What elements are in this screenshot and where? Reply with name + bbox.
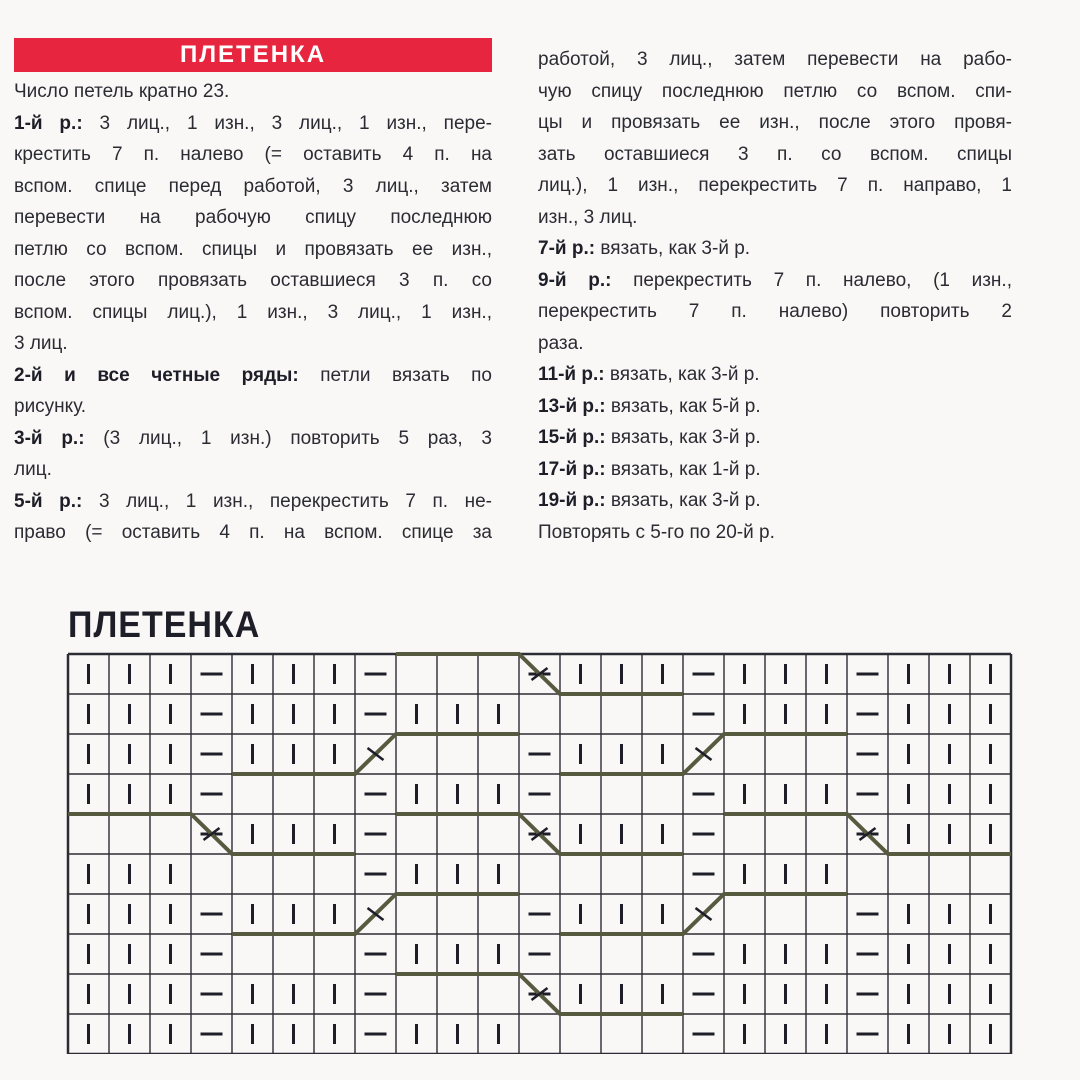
pattern-title-banner: ПЛЕТЕНКА bbox=[14, 38, 492, 72]
instruction-text: право (= оставить 4 п. на вспом. спице за bbox=[14, 522, 492, 543]
instruction-text: изн., 3 лиц. bbox=[538, 206, 638, 228]
instruction-line bbox=[14, 76, 492, 108]
instruction-text: (3 лиц., 1 изн.) повторить 5 раз, 3 bbox=[84, 427, 492, 449]
instruction-line bbox=[538, 422, 1012, 454]
instruction-text: 3 лиц. bbox=[14, 333, 68, 354]
instruction-text: Повторять с 5-го по 20-й р. bbox=[538, 521, 775, 543]
instruction-line bbox=[538, 139, 1012, 171]
instruction-line bbox=[538, 391, 1012, 423]
instruction-text: Число петель кратно 23. bbox=[14, 81, 230, 102]
instruction-line bbox=[538, 296, 1012, 328]
row-label: 7-й р.: bbox=[538, 238, 596, 259]
row-label: 2-й и все четные ряды: bbox=[14, 364, 299, 386]
instruction-text: работой, 3 лиц., затем перевести на рабо- bbox=[538, 49, 1012, 70]
instruction-line bbox=[14, 328, 492, 360]
row-label: 13-й р.: bbox=[538, 395, 606, 417]
instruction-text: перекрестить 7 п. налево) повторить 2 bbox=[538, 301, 1012, 322]
instruction-line bbox=[14, 517, 492, 549]
row-label: 3-й р.: bbox=[14, 427, 85, 449]
instruction-line bbox=[14, 171, 492, 203]
instructions-left-column bbox=[14, 38, 492, 549]
instruction-text: зать оставшиеся 3 п. со вспом. спицы bbox=[538, 143, 1012, 165]
instruction-line bbox=[538, 170, 1012, 202]
instruction-lines-right bbox=[538, 44, 1012, 548]
instruction-line bbox=[14, 454, 492, 486]
instruction-line bbox=[538, 328, 1012, 360]
instruction-lines-left bbox=[14, 76, 492, 549]
instruction-text: перекрестить 7 п. налево, (1 изн., bbox=[611, 269, 1012, 291]
instruction-line bbox=[14, 265, 492, 297]
instruction-line bbox=[538, 107, 1012, 139]
instruction-line bbox=[14, 391, 492, 423]
instruction-text: 3 лиц., 1 изн., 3 лиц., 1 изн., пере- bbox=[82, 112, 492, 134]
instruction-text: крестить 7 п. налево (= оставить 4 п. на bbox=[14, 144, 492, 165]
instruction-text: чую спицу последнюю петлю со вспом. спи- bbox=[538, 80, 1012, 102]
instruction-line bbox=[14, 108, 492, 140]
instruction-line bbox=[538, 233, 1012, 265]
instruction-text: вязать, как 3-й р. bbox=[595, 238, 751, 259]
row-label: 11-й р.: bbox=[538, 364, 605, 385]
instruction-line bbox=[538, 454, 1012, 486]
instruction-line bbox=[538, 359, 1012, 391]
instruction-text: после этого провязать оставшиеся 3 п. со bbox=[14, 270, 492, 291]
instruction-text: рисунку. bbox=[14, 396, 87, 417]
row-label: 17-й р.: bbox=[538, 458, 606, 480]
instruction-text: вязать, как 3-й р. bbox=[605, 427, 761, 448]
instruction-line bbox=[538, 44, 1012, 76]
instruction-line bbox=[14, 486, 492, 518]
instruction-line bbox=[14, 202, 492, 234]
knitting-chart bbox=[60, 648, 1018, 1054]
row-label: 9-й р.: bbox=[538, 269, 612, 291]
instruction-line bbox=[538, 76, 1012, 108]
instruction-line bbox=[14, 423, 492, 455]
instruction-line bbox=[14, 360, 492, 392]
instruction-text: вязать, как 3-й р. bbox=[604, 364, 760, 385]
instruction-line bbox=[538, 265, 1012, 297]
row-label: 1-й р.: bbox=[14, 112, 83, 134]
instruction-text: вспом. спице перед работой, 3 лиц., затем bbox=[14, 175, 492, 197]
instruction-text: лиц.), 1 изн., перекрестить 7 п. направо, 1 bbox=[538, 175, 1012, 196]
instruction-text: 3 лиц., 1 изн., перекрестить 7 п. не- bbox=[82, 490, 492, 512]
chart-title: ПЛЕТЕНКА bbox=[68, 604, 261, 646]
row-label: 15-й р.: bbox=[538, 427, 606, 448]
instruction-line bbox=[14, 234, 492, 266]
instruction-text: вязать, как 3-й р. bbox=[605, 490, 761, 511]
instruction-text: перевести на рабочую спицу последнюю bbox=[14, 207, 492, 228]
instruction-text: петли вязать по bbox=[298, 364, 492, 386]
row-label: 19-й р.: bbox=[538, 490, 606, 511]
instruction-line bbox=[14, 139, 492, 171]
row-label: 5-й р.: bbox=[14, 490, 83, 512]
instruction-line bbox=[538, 202, 1012, 234]
instruction-text: раза. bbox=[538, 332, 584, 354]
instructions-right-column bbox=[538, 44, 1012, 548]
instruction-text: лиц. bbox=[14, 459, 52, 480]
instruction-text: цы и провязать ее изн., после этого провя- bbox=[538, 112, 1012, 133]
instruction-line bbox=[14, 297, 492, 329]
instruction-line bbox=[538, 517, 1012, 549]
instruction-line bbox=[538, 485, 1012, 517]
instruction-text: вспом. спицы лиц.), 1 изн., 3 лиц., 1 изн., bbox=[14, 301, 492, 323]
instruction-text: вязать, как 5-й р. bbox=[605, 395, 761, 417]
instruction-text: петлю со вспом. спицы и провязать ее изн., bbox=[14, 238, 492, 260]
instruction-text: вязать, как 1-й р. bbox=[605, 458, 761, 480]
